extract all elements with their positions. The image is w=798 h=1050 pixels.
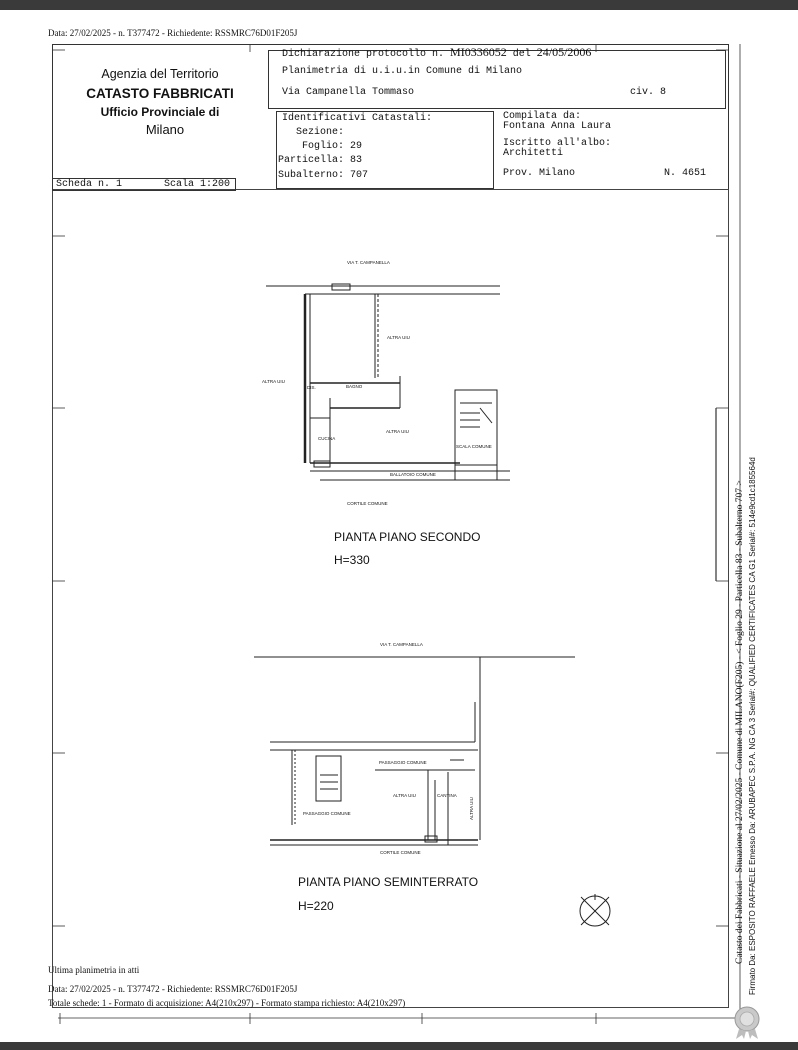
plan-lower-altra-uiu-vertical: ALTRA UIU — [469, 797, 474, 820]
viewer-bottom-bar — [0, 1042, 798, 1050]
plan-basement — [250, 650, 580, 860]
plan-upper-title: PIANTA PIANO SECONDO — [334, 530, 481, 544]
plan-lower-passaggio-top: PASSAGGIO COMUNE — [379, 760, 427, 765]
footer-totale: Totale schede: 1 - Formato di acquisizione: A4(210x297) - Formato stampa richiesto: A4(210x297) — [48, 998, 406, 1008]
albo-number: N. 4651 — [664, 168, 707, 179]
document-page — [0, 10, 798, 1042]
compilata-label: Compilata da: — [503, 111, 582, 122]
plan-upper-scala: SCALA COMUNE — [456, 444, 492, 449]
office-line-4: Milano — [145, 122, 185, 137]
plan-upper-ballatoio: BALLATOIO COMUNE — [390, 472, 436, 477]
office-line-2: CATASTO FABBRICATI — [86, 86, 234, 101]
plan-upper-height: H=330 — [334, 553, 370, 567]
north-arrow-icon — [576, 892, 614, 930]
civic-number: civ. 8 — [630, 87, 667, 98]
scheda-number: Scheda n. 1 — [56, 179, 123, 190]
identifiers-title: Identificativi Catastali: — [282, 113, 433, 124]
compiler-name: Fontana Anna Laura — [503, 121, 612, 132]
particella-field: Particella: 83 — [278, 155, 363, 166]
planimetria-line: Planimetria di u.i.u.in Comune di Milano — [282, 66, 523, 77]
office-line-3: Ufficio Provinciale di — [100, 105, 220, 119]
plan-lower-title: PIANTA PIANO SEMINTERRATO — [298, 875, 479, 889]
plan-upper-altra-uiu-left: ALTRA UIU — [262, 379, 285, 384]
plan-upper-dis: DIS. — [307, 385, 316, 390]
office-line-1: Agenzia del Territorio — [101, 67, 219, 81]
plan-upper-altra-uiu-top: ALTRA UIU — [387, 335, 410, 340]
subalterno-field: Subalterno: 707 — [278, 170, 369, 181]
side-signature-text: Firmato Da: ESPOSITO RAFFAELE Emesso Da: ARUBAPEC S.P.A. NG CA 3 Serial#: QUALIFIED CERTIFICATES CA G1 Serial#: 514e9cd1c185564d — [748, 457, 757, 995]
plan-upper-cortile: CORTILE COMUNE — [347, 501, 388, 506]
plan-lower-street: VIA T. CAMPANELLA — [380, 642, 423, 647]
plan-lower-cantina: CANTINA — [437, 793, 457, 798]
address-line: Via Campanella Tommaso — [282, 87, 415, 98]
plan-lower-height: H=220 — [298, 899, 334, 913]
sezione-field: Sezione: — [296, 127, 345, 138]
plan-second-floor — [250, 258, 520, 518]
header-request-line: Data: 27/02/2025 - n. T377472 - Richiedente: RSSMRC76D01F205J — [48, 28, 298, 38]
plan-upper-altra-uiu-mid: ALTRA UIU — [386, 429, 409, 434]
scala: Scala 1:200 — [164, 179, 231, 190]
side-cadastral-text: Catasto dei Fabbricati - Situazione al 27/02/2025 - Comune di MILANO(F205) - < Foglio 29 - Particella 83 - Subalterno 707 > — [735, 480, 745, 964]
albo-value: Architetti — [503, 148, 564, 159]
plan-lower-cortile: CORTILE COMUNE — [380, 850, 421, 855]
plan-lower-passaggio-left: PASSAGGIO COMUNE — [303, 811, 351, 816]
iscritto-label: Iscritto all'albo: — [503, 138, 612, 149]
plan-upper-street: VIA T. CAMPANELLA — [347, 260, 390, 265]
certificate-seal-icon — [730, 1004, 764, 1040]
ultima-planimetria: Ultima planimetria in atti — [48, 965, 140, 975]
footer-request-line: Data: 27/02/2025 - n. T377472 - Richiedente: RSSMRC76D01F205J — [48, 984, 298, 994]
plan-lower-altra-uiu: ALTRA UIU — [393, 793, 416, 798]
plan-upper-cucina: CUCINA — [318, 436, 336, 441]
plan-upper-bagno: BAGNO — [346, 384, 363, 389]
viewer-top-bar — [0, 0, 798, 10]
protocol-line: Dichiarazione protocollo n. MI0336052 del 24/05/2006 — [282, 45, 592, 60]
province: Prov. Milano — [503, 168, 576, 179]
foglio-field: Foglio: 29 — [302, 141, 363, 152]
